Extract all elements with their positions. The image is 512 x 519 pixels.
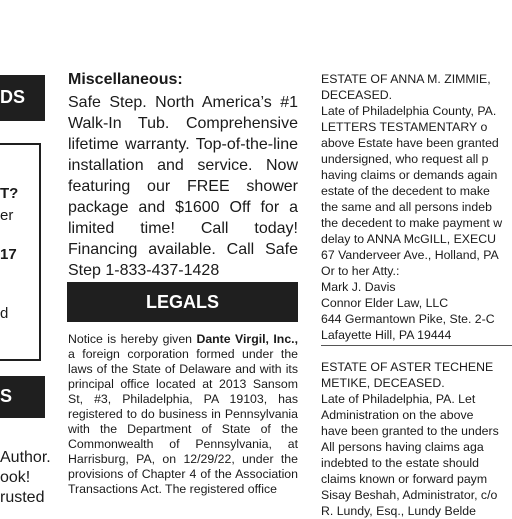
- legals-header-bar: [67, 282, 298, 322]
- boxed-ad-line: d: [0, 305, 9, 322]
- estate-line: Sisay Beshah, Administrator, c/o: [321, 488, 498, 502]
- estate-line: undersigned, who request all p: [321, 152, 489, 166]
- section-header-text: S: [0, 386, 13, 406]
- notice-company-name: Dante Virgil, Inc.,: [196, 332, 298, 346]
- ad-text-line: ook!: [0, 469, 31, 486]
- estate-line: DECEASED.: [321, 88, 393, 102]
- estate-line: having claims or demands again: [321, 168, 498, 182]
- estate-line: Administration on the above: [321, 408, 474, 422]
- ad-text-line: Author.: [0, 449, 51, 466]
- estate-line: the decedent to make payment w: [321, 216, 503, 230]
- estate-line: Or to her Atty.:: [321, 264, 400, 278]
- boxed-ad-line: T?: [0, 185, 19, 202]
- estate-line: delay to ANNA McGILL, EXECU: [321, 232, 496, 246]
- estate-line: LETTERS TESTAMENTARY o: [321, 120, 488, 134]
- miscellaneous-heading: Miscellaneous:: [68, 71, 183, 88]
- estate-line: 644 Germantown Pike, Ste. 2-C: [321, 312, 495, 326]
- estate-line: the same and all persons indeb: [321, 200, 492, 214]
- estate-line: ESTATE OF ASTER TECHENE: [321, 360, 494, 374]
- boxed-ad-line: 17: [0, 246, 17, 263]
- notice-body: a foreign corporation formed under the laws of the State of Delaware and with its principal office located at 2013 Sansom St, #3, Philadelphia, PA 19103, has registered to do business in Pennsylvania with the Department of State of the Commonwealth of Pennsylvania, at Harrisburg, PA, on 12/29/22, under the provisions of Chapter 4 of the Association Transactions Act. The registered office: [68, 347, 298, 496]
- estate-line: claims known or forward paym: [321, 472, 488, 486]
- estate-line: METIKE, DECEASED.: [321, 376, 445, 390]
- estate-line: Lafayette Hill, PA 19444: [321, 328, 452, 342]
- estate-line: above Estate have been granted: [321, 136, 499, 150]
- legals-heading: LEGALS: [145, 292, 219, 312]
- estate-line: estate of the decedent to make: [321, 184, 490, 198]
- estate-line: ESTATE OF ANNA M. ZIMMIE,: [321, 72, 491, 86]
- safe-step-ad-text: Safe Step. North America’s #1 Walk-In Tub. Comprehensive lifetime warranty. Top-of-the-line installation and service. Now featuring our FREE shower package and $1600 Off for a limited time! Call today! Financing available. Call Safe Step 1-833-437-1428: [68, 94, 298, 279]
- estate-line: Late of Philadelphia County, PA.: [321, 104, 497, 118]
- column-divider: [321, 345, 512, 346]
- section-header-text: DS: [0, 87, 26, 107]
- estate-line: Late of Philadelphia, PA. Let: [321, 392, 476, 406]
- estate-line: All persons having claims aga: [321, 440, 484, 454]
- section-header-bar: [0, 376, 45, 418]
- estate-line: Connor Elder Law, LLC: [321, 296, 449, 310]
- ad-text-line: rusted: [0, 489, 45, 506]
- estate-line: R. Lundy, Esq., Lundy Belde: [321, 504, 476, 518]
- legal-notice: [68, 332, 298, 497]
- estate-line: indebted to the estate should: [321, 456, 479, 470]
- estate-line: have been granted to the unders: [321, 424, 499, 438]
- section-header-bar: [0, 75, 45, 121]
- boxed-ad-line: er: [0, 207, 14, 224]
- notice-intro: Notice is hereby given: [68, 332, 197, 346]
- estate-line: Mark J. Davis: [321, 280, 396, 294]
- estate-line: 67 Vanderveer Ave., Holland, PA: [321, 248, 499, 262]
